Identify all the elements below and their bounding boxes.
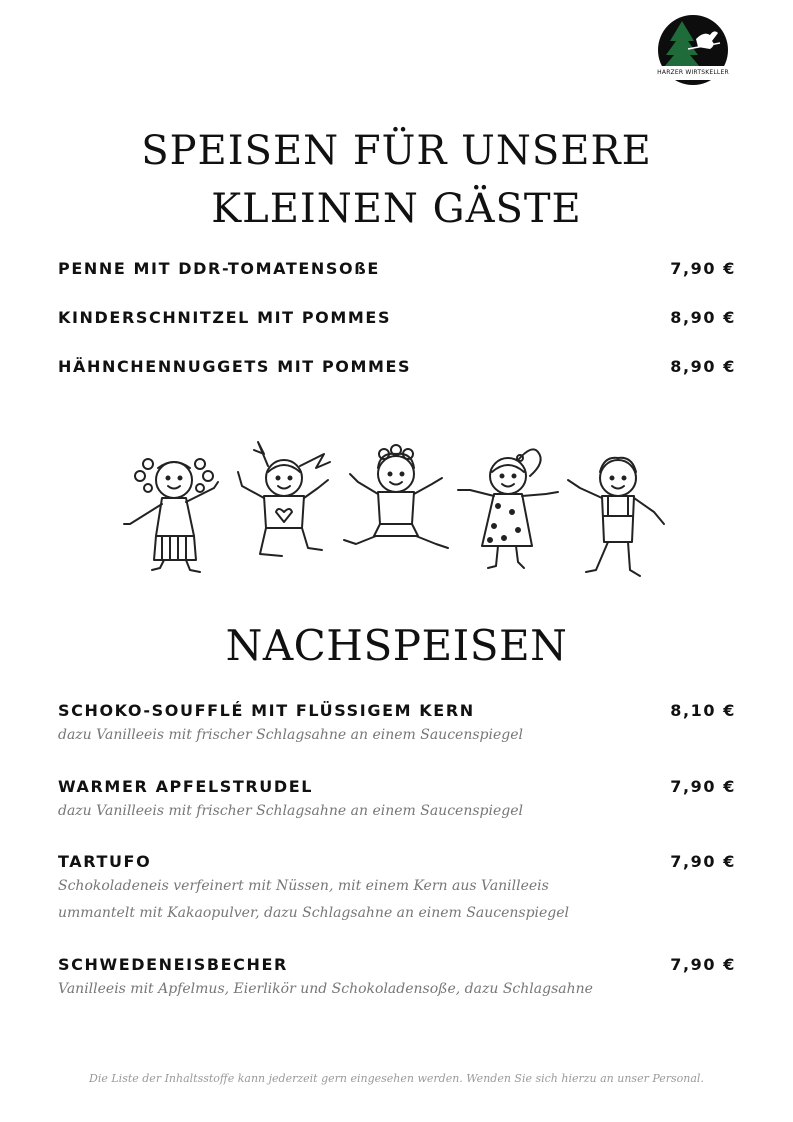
dessert-menu-item	[58, 955, 736, 1003]
jumping-children-illustration	[118, 432, 674, 588]
item-price: 7,90 €	[670, 852, 736, 871]
item-description: Vanilleeis mit Apfelmus, Eierlikör und Schokoladensoße, dazu Schlagsahne	[58, 981, 593, 997]
dessert-section-title: NACHSPEISEN	[225, 621, 568, 670]
item-price: 7,90 €	[670, 777, 736, 796]
kids-title-line-2: KLEINEN GÄSTE	[211, 186, 582, 232]
allergen-note-footer: Die Liste der Inhaltsstoffe kann jederzeit gern eingesehen werden. Wenden Sie sich hierzu an unser Personal.	[89, 1072, 704, 1085]
item-description-line: ummantelt mit Kakaopulver, dazu Schlagsahne an einem Saucenspiegel	[58, 905, 570, 921]
child-3	[344, 445, 448, 548]
item-name: TARTUFO	[58, 852, 152, 871]
item-description	[58, 873, 736, 927]
item-description: dazu Vanilleeis mit frischer Schlagsahne an einem Saucenspiegel	[58, 803, 523, 819]
item-description: dazu Vanilleeis mit frischer Schlagsahne an einem Saucenspiegel	[58, 727, 523, 743]
item-price: 7,90 €	[670, 955, 736, 974]
item-name: PENNE MIT DDR-TOMATENSOßE	[58, 259, 380, 278]
dessert-menu-item	[58, 701, 736, 749]
restaurant-logo	[654, 15, 732, 89]
kids-title-line-1: SPEISEN FÜR UNSERE	[141, 128, 652, 174]
item-price: 7,90 €	[670, 259, 736, 278]
item-name: SCHOKO-SOUFFLÉ MIT FLÜSSIGEM KERN	[58, 701, 475, 720]
dessert-menu-item	[58, 777, 736, 825]
children-drawing-icon	[118, 432, 674, 588]
item-price: 8,10 €	[670, 701, 736, 720]
item-name: SCHWEDENEISBECHER	[58, 955, 288, 974]
kids-menu-item	[58, 357, 736, 376]
kids-menu-item	[58, 259, 736, 278]
kids-section-title	[0, 122, 793, 238]
item-price: 8,90 €	[670, 308, 736, 327]
logo-text: HARZER WIRTSKELLER	[654, 66, 732, 80]
child-5	[568, 458, 664, 576]
item-description-line: Schokoladeneis verfeinert mit Nüssen, mit einem Kern aus Vanilleeis	[58, 878, 549, 894]
child-1	[124, 459, 218, 572]
item-name: KINDERSCHNITZEL MIT POMMES	[58, 308, 392, 327]
item-name: WARMER APFELSTRUDEL	[58, 777, 314, 796]
item-name: HÄHNCHENNUGGETS MIT POMMES	[58, 357, 412, 376]
child-4	[458, 449, 558, 568]
dessert-menu-item	[58, 852, 736, 927]
child-2	[238, 442, 330, 556]
item-price: 8,90 €	[670, 357, 736, 376]
kids-menu-item	[58, 308, 736, 327]
